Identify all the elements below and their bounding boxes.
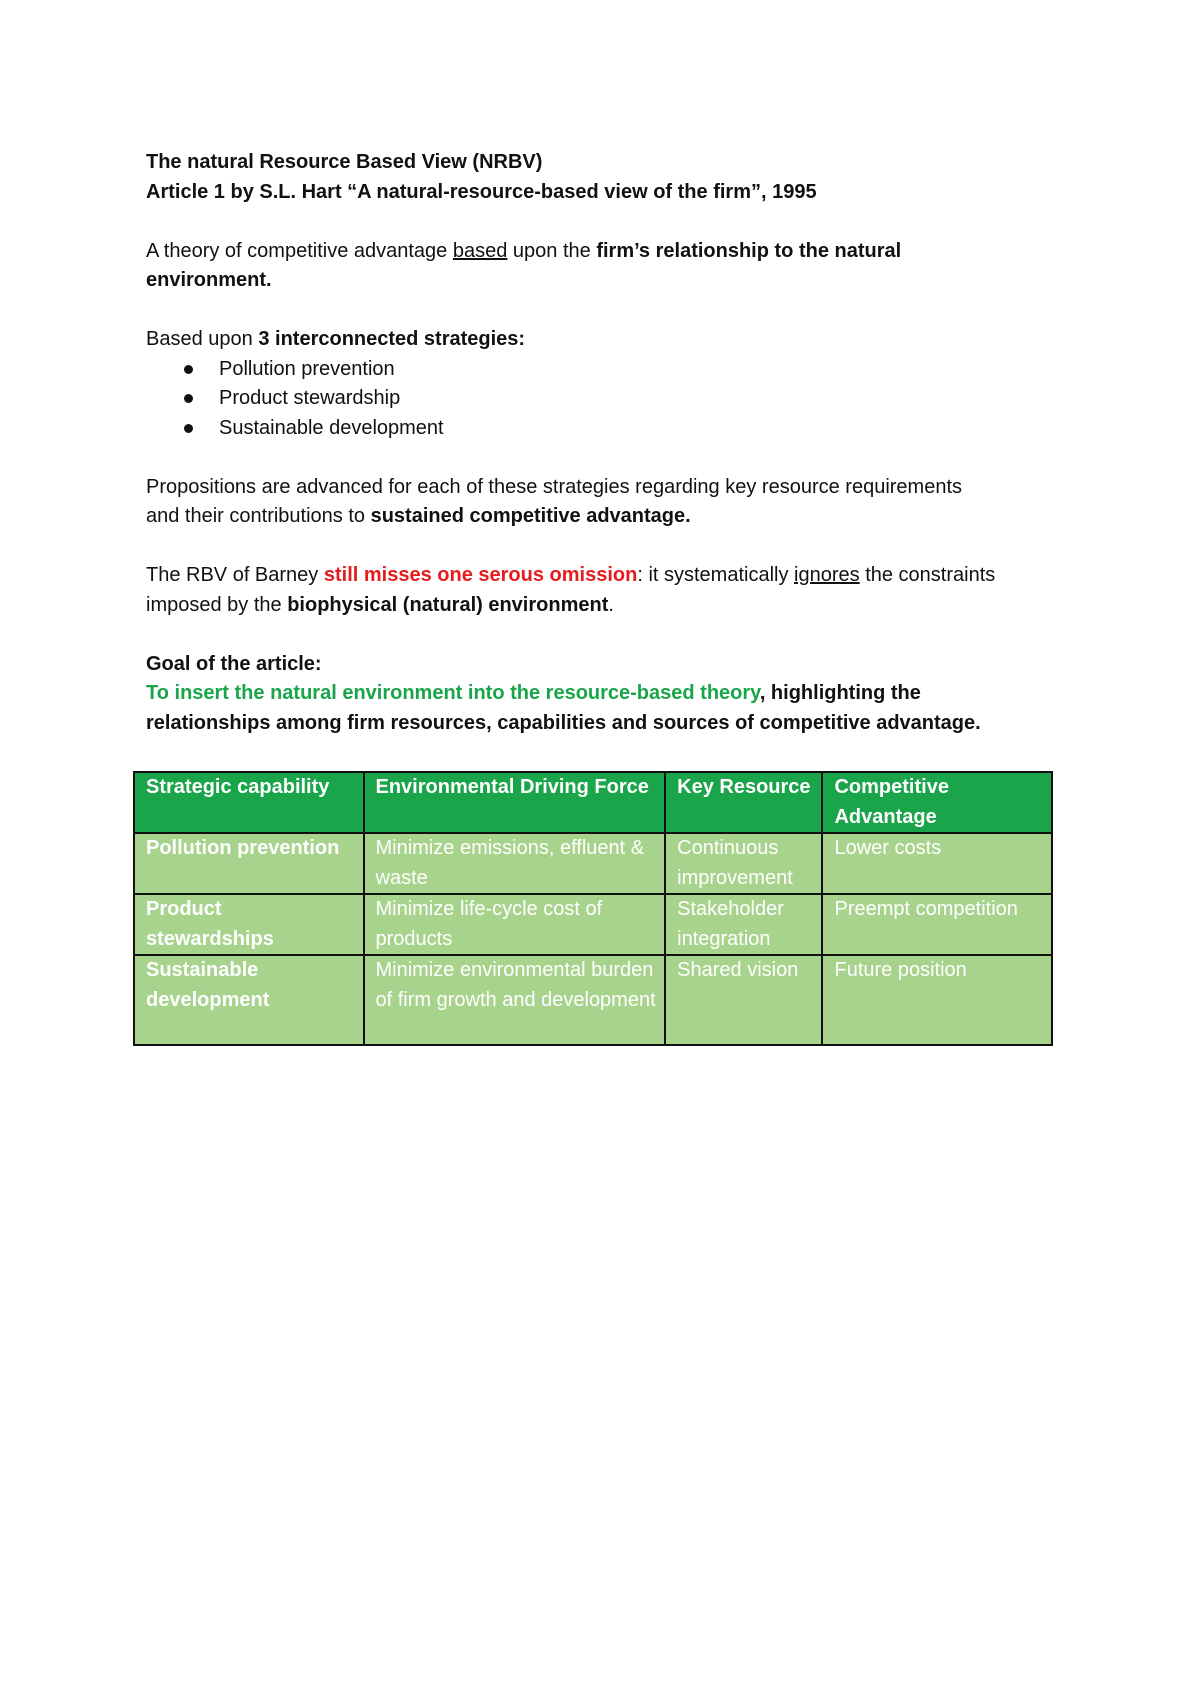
goal-line-2: relationships among firm resources, capabilities and sources of competitive advantage.	[146, 711, 981, 734]
table-cell: Continuous improvement	[665, 833, 822, 894]
table-cell: Minimize emissions, effluent & waste	[364, 833, 666, 894]
bullet-icon	[184, 394, 193, 403]
table-cell: Preempt competition	[822, 894, 1052, 955]
table-cell: Lower costs	[822, 833, 1052, 894]
table-cell: Minimize life-cycle cost of products	[364, 894, 666, 955]
table-header-cell: Strategic capability	[134, 772, 364, 833]
propositions-line-1: Propositions are advanced for each of these strategies regarding key resource requirements	[146, 475, 963, 498]
goal-heading: Goal of the article:	[146, 652, 322, 675]
table-header-cell: Competitive Advantage	[822, 772, 1052, 833]
strategies-intro: Based upon 3 interconnected strategies:	[146, 328, 526, 350]
theory-line-2: environment.	[146, 269, 272, 291]
table-cell: Pollution prevention	[134, 833, 364, 894]
table-header-row	[134, 772, 1052, 833]
rbv-line-1: The RBV of Barney still misses one serous omission: it systematically ignores the constraints	[146, 564, 996, 586]
list-item: Sustainable development	[146, 414, 1066, 444]
document-title: The natural Resource Based View (NRBV)	[146, 151, 543, 173]
article-citation: Article 1 by S.L. Hart “A natural-resource-based view of the firm”, 1995	[146, 180, 817, 203]
table-header-cell: Environmental Driving Force	[364, 772, 666, 833]
table-header-cell: Key Resource	[665, 772, 822, 833]
capability-table	[133, 771, 1053, 1046]
goal-line-1: To insert the natural environment into the resource-based theory, highlighting the	[146, 682, 921, 704]
table-row	[134, 955, 1052, 1045]
propositions-line-2: and their contributions to sustained competitive advantage.	[146, 505, 691, 527]
theory-line-1: A theory of competitive advantage based upon the firm’s relationship to the natural	[146, 239, 902, 262]
table-row	[134, 894, 1052, 955]
strategies-list	[146, 355, 1066, 444]
list-item: Product stewardship	[146, 384, 1066, 414]
table-cell: Shared vision	[665, 955, 822, 1045]
table-row	[134, 833, 1052, 894]
table-cell: Stakeholder integration	[665, 894, 822, 955]
document-body	[146, 148, 1066, 738]
rbv-line-2: imposed by the biophysical (natural) environment.	[146, 593, 614, 616]
table-cell: Future position	[822, 955, 1052, 1045]
table-cell: Sustainable development	[134, 955, 364, 1045]
table-cell: Minimize environmental burden of firm growth and development	[364, 955, 666, 1045]
bullet-icon	[184, 365, 193, 374]
table-cell: Product stewardships	[134, 894, 364, 955]
list-item: Pollution prevention	[146, 355, 1066, 385]
bullet-icon	[184, 424, 193, 433]
